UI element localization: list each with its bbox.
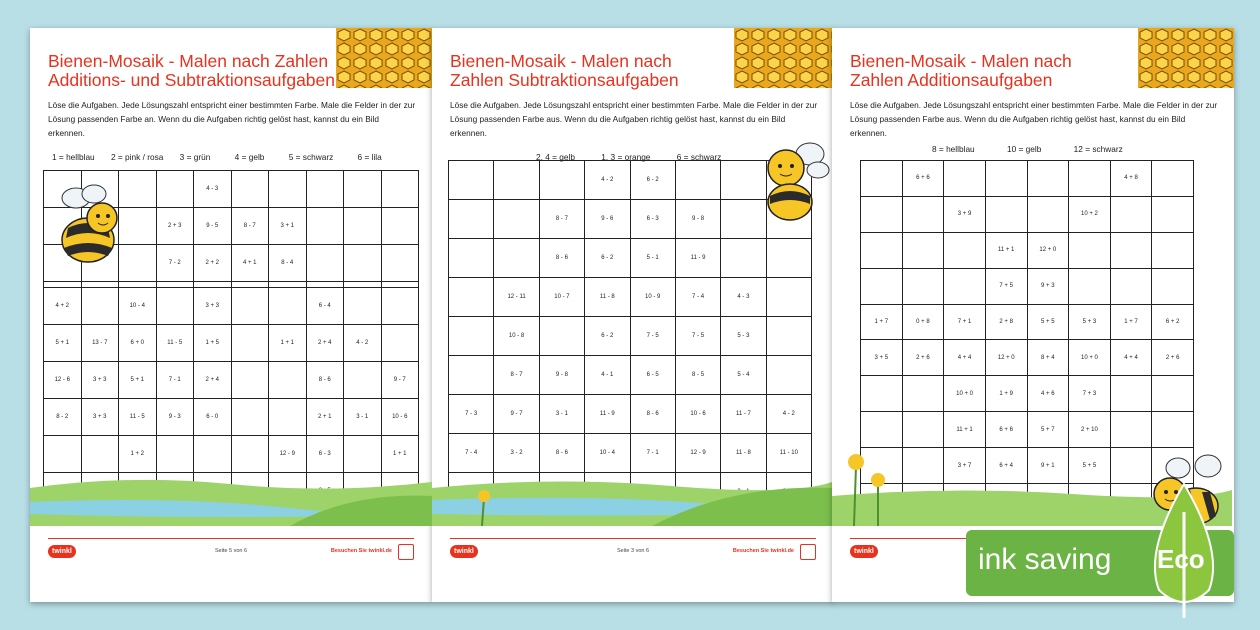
- grid-cell[interactable]: 12 + 0: [1027, 232, 1069, 268]
- grid-cell[interactable]: 10 - 4: [119, 287, 157, 324]
- grid-cell[interactable]: 6 + 2: [1152, 304, 1194, 340]
- bee-illustration: [48, 178, 128, 268]
- grid-cell[interactable]: 10 + 2: [1069, 196, 1111, 232]
- grid-row: [449, 278, 812, 317]
- legend-item: 2 = pink / rosa: [110, 152, 164, 162]
- grid-row: [861, 196, 1194, 232]
- legend-item: 3 = grün: [179, 152, 211, 162]
- grid-cell[interactable]: [985, 196, 1027, 232]
- grid-cell[interactable]: [1110, 196, 1152, 232]
- grid-cell[interactable]: 9 + 1: [1027, 448, 1069, 484]
- grid-cell[interactable]: 3 + 9: [944, 196, 986, 232]
- grid-cell[interactable]: 11 - 9: [585, 395, 630, 434]
- grid-cell[interactable]: 4 - 2: [344, 324, 382, 361]
- grid-cell[interactable]: [1027, 196, 1069, 232]
- instructions: Löse die Aufgaben. Jede Lösungszahl entspricht einer bestimmten Farbe. Male die Felder in der zur Lösung passenden Farbe aus. Wenn du die Aufgaben richtig gelöst hast, kannst du ein Bild erkennen.: [450, 100, 818, 138]
- grid-cell[interactable]: [156, 435, 194, 472]
- grid-row: [449, 356, 812, 395]
- grid-cell[interactable]: 2 + 6: [902, 340, 944, 376]
- grid-cell[interactable]: [861, 376, 903, 412]
- grid-cell[interactable]: 2 + 4: [306, 324, 344, 361]
- grid-cell[interactable]: 8 - 2: [44, 398, 82, 435]
- grid-row: [861, 232, 1194, 268]
- grid-cell[interactable]: [381, 208, 419, 245]
- grid-cell[interactable]: 5 + 7: [1027, 412, 1069, 448]
- grid-cell[interactable]: 10 - 9: [630, 278, 675, 317]
- grid-cell[interactable]: [81, 435, 119, 472]
- grid-cell[interactable]: [306, 171, 344, 208]
- grid-cell[interactable]: 1 + 7: [861, 304, 903, 340]
- grid-row: [861, 161, 1194, 197]
- grid-cell[interactable]: 3 - 1: [344, 398, 382, 435]
- grid-cell[interactable]: 3 - 2: [494, 434, 539, 473]
- grid-cell[interactable]: 8 - 7: [231, 208, 269, 245]
- grid-cell[interactable]: 4 + 1: [231, 245, 269, 282]
- grid-cell[interactable]: [44, 435, 82, 472]
- legend-item: 4 = gelb: [234, 152, 265, 162]
- grid-cell[interactable]: [902, 268, 944, 304]
- grid-cell[interactable]: 1 + 2: [119, 435, 157, 472]
- grid-cell[interactable]: 1 + 5: [194, 324, 232, 361]
- grid-cell[interactable]: 9 - 3: [156, 398, 194, 435]
- grid-cell[interactable]: 2 + 2: [194, 245, 232, 282]
- grid-cell[interactable]: 9 - 7: [494, 395, 539, 434]
- grid-cell[interactable]: [449, 161, 494, 200]
- grid-cell[interactable]: 1 + 1: [381, 435, 419, 472]
- grid-cell[interactable]: [1110, 232, 1152, 268]
- grid-cell[interactable]: [1152, 376, 1194, 412]
- grid-row: [861, 268, 1194, 304]
- twinkl-logo: twinkl: [450, 545, 478, 558]
- grid-cell[interactable]: [675, 161, 720, 200]
- page-footer: [450, 538, 816, 564]
- grid-cell[interactable]: 11 - 9: [675, 239, 720, 278]
- grid-cell[interactable]: [156, 171, 194, 208]
- honeycomb-decoration: [734, 28, 834, 88]
- grid-cell[interactable]: [1110, 268, 1152, 304]
- eco-label: Eco: [1157, 544, 1205, 574]
- grid-cell[interactable]: [944, 161, 986, 197]
- legend-item: 2, 4 = gelb: [536, 152, 575, 162]
- grid-cell[interactable]: 3 - 1: [539, 395, 584, 434]
- grid-cell[interactable]: 9 - 8: [539, 356, 584, 395]
- grid-cell[interactable]: [269, 287, 307, 324]
- grid-cell[interactable]: [381, 171, 419, 208]
- grid-cell[interactable]: [231, 398, 269, 435]
- worksheet-1: [30, 28, 432, 602]
- grid-cell[interactable]: [1027, 161, 1069, 197]
- grid-cell[interactable]: 9 + 3: [1027, 268, 1069, 304]
- grid-row: [44, 361, 419, 398]
- legend-item: 5 = schwarz: [288, 152, 334, 162]
- grid-cell[interactable]: [494, 200, 539, 239]
- grid-cell[interactable]: 2 + 6: [1152, 340, 1194, 376]
- grid-cell[interactable]: 11 - 10: [766, 434, 811, 473]
- page-number: Seite 3 von 6: [616, 548, 650, 554]
- grid-cell[interactable]: 9 - 6: [585, 200, 630, 239]
- grid-cell[interactable]: 4 + 4: [1110, 340, 1152, 376]
- grid-row: [44, 287, 419, 324]
- grid-row: [44, 398, 419, 435]
- grid-cell[interactable]: [539, 161, 584, 200]
- grid-cell[interactable]: 10 + 0: [944, 376, 986, 412]
- grid-cell[interactable]: [1069, 268, 1111, 304]
- grid-cell[interactable]: [902, 196, 944, 232]
- grid-cell[interactable]: [306, 245, 344, 282]
- visit-link[interactable]: Besuchen Sie twinkl.de: [330, 548, 392, 554]
- grid-cell[interactable]: [381, 245, 419, 282]
- grid-cell[interactable]: 3 + 3: [81, 398, 119, 435]
- grid-cell[interactable]: 5 - 4: [721, 356, 766, 395]
- grid-cell[interactable]: [766, 239, 811, 278]
- grid-cell[interactable]: [269, 398, 307, 435]
- grid-cell[interactable]: 1 + 9: [985, 376, 1027, 412]
- grid-cell[interactable]: [81, 287, 119, 324]
- landscape-illustration: [432, 458, 832, 526]
- grid-cell[interactable]: 8 - 6: [539, 434, 584, 473]
- visit-link[interactable]: Besuchen Sie twinkl.de: [732, 548, 794, 554]
- color-legend: [52, 152, 382, 162]
- grid-cell[interactable]: [344, 287, 382, 324]
- grid-cell[interactable]: 9 - 5: [194, 208, 232, 245]
- grid-cell[interactable]: [1110, 376, 1152, 412]
- grid-cell[interactable]: 7 + 3: [1069, 376, 1111, 412]
- page-footer: [48, 538, 414, 564]
- legend-item: 8 = hellblau: [932, 144, 975, 154]
- grid-cell[interactable]: [494, 161, 539, 200]
- worksheet-title: Bienen-Mosaik - Malen nach Zahlen Additions- und Subtraktionsaufgaben: [48, 51, 336, 90]
- twinkl-logo: twinkl: [850, 545, 878, 558]
- grid-cell[interactable]: [156, 287, 194, 324]
- page-number: Seite 5 von 6: [214, 548, 248, 554]
- grid-cell[interactable]: 2 + 4: [194, 361, 232, 398]
- grid-cell[interactable]: 6 + 0: [119, 324, 157, 361]
- grid-cell[interactable]: [861, 232, 903, 268]
- grid-cell[interactable]: 9 - 8: [675, 200, 720, 239]
- worksheet-title: Bienen-Mosaik - Malen nach Zahlen Additionsaufgaben: [850, 51, 1072, 90]
- grid-cell[interactable]: 11 - 8: [721, 434, 766, 473]
- bee-illustration: [748, 132, 834, 224]
- grid-cell[interactable]: 0 + 8: [902, 304, 944, 340]
- grid-cell[interactable]: 7 + 5: [985, 268, 1027, 304]
- grid-cell[interactable]: [194, 435, 232, 472]
- honeycomb-decoration: [336, 28, 432, 88]
- grid-cell[interactable]: 6 - 2: [630, 161, 675, 200]
- grid-cell[interactable]: [494, 239, 539, 278]
- grid-cell[interactable]: 8 - 6: [630, 395, 675, 434]
- grid-cell[interactable]: 8 + 4: [1027, 340, 1069, 376]
- grid-cell[interactable]: [902, 376, 944, 412]
- grid-cell[interactable]: 5 - 3: [721, 317, 766, 356]
- grid-cell[interactable]: [861, 161, 903, 197]
- grid-cell[interactable]: 11 + 1: [944, 412, 986, 448]
- grid-cell[interactable]: 4 + 8: [1110, 161, 1152, 197]
- grid-cell[interactable]: [944, 232, 986, 268]
- grid-cell[interactable]: 4 - 1: [585, 356, 630, 395]
- grid-cell[interactable]: 13 - 7: [81, 324, 119, 361]
- grid-cell[interactable]: 5 + 1: [119, 361, 157, 398]
- seal-icon: [398, 544, 414, 560]
- grid-cell[interactable]: 11 - 7: [721, 395, 766, 434]
- grid-cell[interactable]: [231, 324, 269, 361]
- grid-cell[interactable]: 6 + 6: [902, 161, 944, 197]
- grid-cell[interactable]: [344, 245, 382, 282]
- grid-cell[interactable]: [344, 208, 382, 245]
- grid-cell[interactable]: 7 - 4: [449, 434, 494, 473]
- grid-cell[interactable]: [231, 171, 269, 208]
- grid-cell[interactable]: 8 - 4: [269, 245, 307, 282]
- grid-cell[interactable]: 6 - 3: [306, 435, 344, 472]
- grid-cell[interactable]: 11 - 5: [119, 398, 157, 435]
- grid-cell[interactable]: 10 - 8: [494, 317, 539, 356]
- grid-cell[interactable]: 10 - 4: [585, 434, 630, 473]
- grid-cell[interactable]: 4 - 3: [194, 171, 232, 208]
- grid-cell[interactable]: 11 - 8: [585, 278, 630, 317]
- grid-cell[interactable]: 8 - 7: [494, 356, 539, 395]
- grid-cell[interactable]: 1 + 7: [1110, 304, 1152, 340]
- grid-cell[interactable]: 11 + 1: [985, 232, 1027, 268]
- grid-row: [861, 340, 1194, 376]
- grid-cell[interactable]: [766, 356, 811, 395]
- legend-item: 6 = schwarz: [676, 152, 722, 162]
- grid-cell[interactable]: 5 + 1: [44, 324, 82, 361]
- legend-item: 1 = hellblau: [52, 152, 95, 162]
- grid-cell[interactable]: 4 + 6: [1027, 376, 1069, 412]
- grid-row: [44, 435, 419, 472]
- grid-cell[interactable]: 4 + 4: [944, 340, 986, 376]
- grid-cell[interactable]: 5 + 5: [1069, 448, 1111, 484]
- grid-cell[interactable]: 4 + 2: [44, 287, 82, 324]
- grid-cell[interactable]: 3 + 1: [269, 208, 307, 245]
- grid-cell[interactable]: 1 + 1: [269, 324, 307, 361]
- grid-cell[interactable]: [1069, 232, 1111, 268]
- grid-cell[interactable]: [449, 278, 494, 317]
- grid-cell[interactable]: 3 + 5: [861, 340, 903, 376]
- grid-cell[interactable]: 12 - 9: [269, 435, 307, 472]
- legend-item: 12 = schwarz: [1073, 144, 1123, 154]
- landscape-illustration: [30, 474, 432, 526]
- twinkl-logo: twinkl: [48, 545, 76, 558]
- grid-cell[interactable]: [1152, 196, 1194, 232]
- instructions: Löse die Aufgaben. Jede Lösungszahl entspricht einer bestimmten Farbe. Male die Felder in der zur Lösung passenden Farbe aus. Wenn du die Aufgaben richtig gelöst hast, kannst du ein Bild erkennen.: [850, 100, 1218, 138]
- grid-cell[interactable]: [766, 317, 811, 356]
- grid-cell[interactable]: 7 - 4: [675, 278, 720, 317]
- grid-cell[interactable]: 5 - 1: [630, 239, 675, 278]
- grid-cell[interactable]: 5 + 5: [1027, 304, 1069, 340]
- grid-cell[interactable]: [269, 361, 307, 398]
- grid-row: [861, 376, 1194, 412]
- grid-row: [44, 324, 419, 361]
- grid-cell[interactable]: 7 - 5: [630, 317, 675, 356]
- grid-cell[interactable]: 7 - 1: [630, 434, 675, 473]
- legend-item: 1, 3 = orange: [601, 152, 651, 162]
- grid-cell[interactable]: 3 + 3: [81, 361, 119, 398]
- worksheet-2: [432, 28, 834, 602]
- grid-cell[interactable]: 6 - 0: [194, 398, 232, 435]
- grid-cell[interactable]: 10 + 0: [1069, 340, 1111, 376]
- grid-cell[interactable]: 2 + 8: [985, 304, 1027, 340]
- grid-cell[interactable]: 8 - 6: [539, 239, 584, 278]
- grid-cell[interactable]: [344, 435, 382, 472]
- grid-cell[interactable]: [721, 239, 766, 278]
- grid-cell[interactable]: 7 - 2: [156, 245, 194, 282]
- grid-cell[interactable]: [231, 361, 269, 398]
- grid-cell[interactable]: 12 - 11: [494, 278, 539, 317]
- grid-cell[interactable]: 12 + 0: [985, 340, 1027, 376]
- grid-cell[interactable]: [381, 287, 419, 324]
- grid-cell[interactable]: 6 - 2: [585, 317, 630, 356]
- grid-cell[interactable]: [231, 287, 269, 324]
- grid-cell[interactable]: 8 - 6: [306, 361, 344, 398]
- grid-cell[interactable]: 6 - 5: [630, 356, 675, 395]
- grid-cell[interactable]: 6 + 6: [985, 412, 1027, 448]
- grid-cell[interactable]: 7 - 1: [156, 361, 194, 398]
- grid-cell[interactable]: [449, 200, 494, 239]
- grid-cell[interactable]: [344, 171, 382, 208]
- grid-cell[interactable]: [766, 278, 811, 317]
- grid-cell[interactable]: 12 - 9: [675, 434, 720, 473]
- grid-row: [861, 304, 1194, 340]
- grid-row: [449, 239, 812, 278]
- grid-cell[interactable]: 10 - 6: [675, 395, 720, 434]
- grid-cell[interactable]: [861, 268, 903, 304]
- grid-cell[interactable]: 8 - 5: [675, 356, 720, 395]
- grid-cell[interactable]: 10 - 7: [539, 278, 584, 317]
- honeycomb-decoration: [1138, 28, 1234, 88]
- grid-cell[interactable]: [1152, 161, 1194, 197]
- grid-cell[interactable]: 6 + 4: [985, 448, 1027, 484]
- grid-cell[interactable]: [861, 196, 903, 232]
- seal-icon: [800, 544, 816, 560]
- grid-cell[interactable]: [539, 317, 584, 356]
- grid-cell[interactable]: 6 - 2: [585, 239, 630, 278]
- grid-cell[interactable]: 10 - 6: [381, 398, 419, 435]
- grid-cell[interactable]: 11 - 5: [156, 324, 194, 361]
- grid-cell[interactable]: 3 + 7: [944, 448, 986, 484]
- legend-item: 6 = lila: [357, 152, 382, 162]
- grid-cell[interactable]: 7 + 1: [944, 304, 986, 340]
- grid-cell[interactable]: 7 - 5: [675, 317, 720, 356]
- grid-cell[interactable]: 6 - 4: [306, 287, 344, 324]
- grid-cell[interactable]: [449, 317, 494, 356]
- grid-cell[interactable]: 7 - 3: [449, 395, 494, 434]
- grid-cell[interactable]: [449, 239, 494, 278]
- grid-cell[interactable]: 4 - 2: [585, 161, 630, 200]
- grid-cell[interactable]: [1069, 161, 1111, 197]
- grid-cell[interactable]: [449, 356, 494, 395]
- grid-cell[interactable]: 8 - 7: [539, 200, 584, 239]
- grid-cell[interactable]: 6 - 3: [630, 200, 675, 239]
- badge-label: ink saving: [978, 543, 1112, 576]
- color-legend: [932, 144, 1123, 154]
- grid-cell[interactable]: 5 + 3: [1069, 304, 1111, 340]
- grid-cell[interactable]: [902, 232, 944, 268]
- grid-cell[interactable]: 2 + 1: [306, 398, 344, 435]
- grid-cell[interactable]: [306, 208, 344, 245]
- grid-row: [449, 317, 812, 356]
- grid-cell[interactable]: 12 - 6: [44, 361, 82, 398]
- grid-cell[interactable]: [1152, 232, 1194, 268]
- grid-cell[interactable]: 2 + 10: [1069, 412, 1111, 448]
- grid-cell[interactable]: [985, 161, 1027, 197]
- grid-cell[interactable]: 2 + 3: [156, 208, 194, 245]
- grid-cell[interactable]: [944, 268, 986, 304]
- grid-cell[interactable]: [231, 435, 269, 472]
- grid-cell[interactable]: [1152, 268, 1194, 304]
- grid-row: [449, 395, 812, 434]
- grid-cell[interactable]: [381, 324, 419, 361]
- grid-cell[interactable]: [269, 171, 307, 208]
- instructions: Löse die Aufgaben. Jede Lösungszahl entspricht einer bestimmten Farbe. Male die Felder in der zur Lösung passenden Farbe an. Wenn du die Aufgaben richtig gelöst hast, kannst du ein Bild erkennen.: [48, 100, 416, 138]
- grid-cell[interactable]: 4 - 2: [766, 395, 811, 434]
- grid-cell[interactable]: 3 + 3: [194, 287, 232, 324]
- worksheet-title: Bienen-Mosaik - Malen nach Zahlen Subtraktionsaufgaben: [450, 51, 679, 90]
- grid-cell[interactable]: 4 - 3: [721, 278, 766, 317]
- grid-cell[interactable]: [344, 361, 382, 398]
- grid-cell[interactable]: 9 - 7: [381, 361, 419, 398]
- legend-item: 10 = gelb: [1006, 144, 1042, 154]
